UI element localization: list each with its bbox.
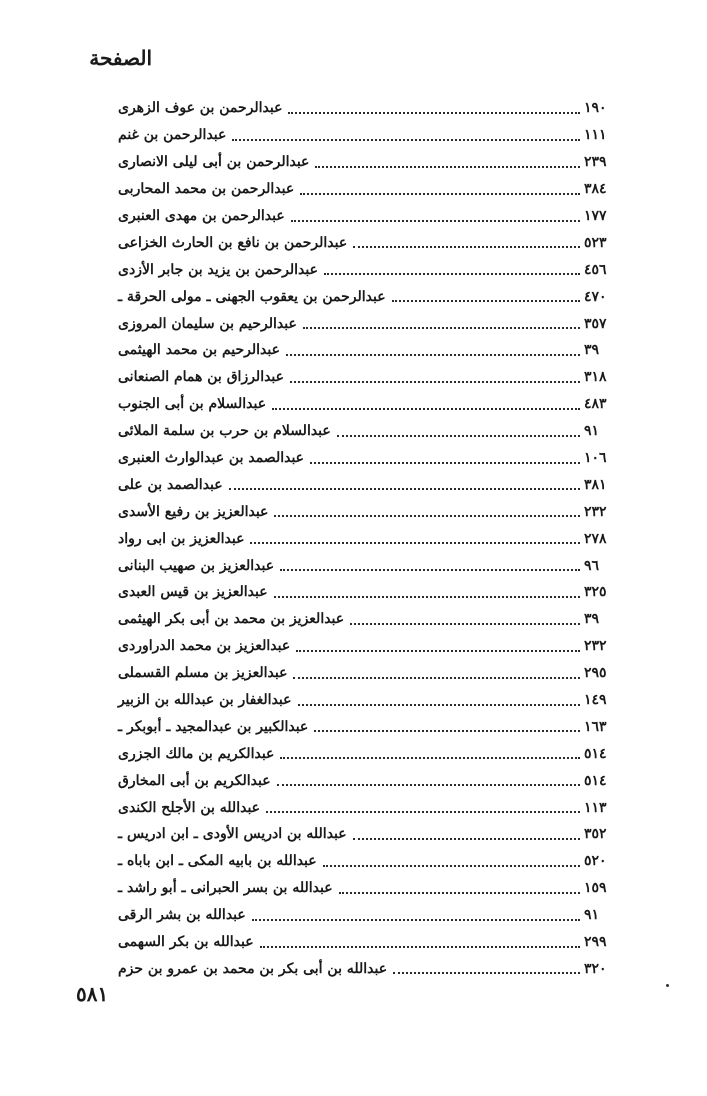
index-entry: [112, 445, 614, 472]
dot-leader: [393, 972, 580, 974]
dot-leader: [286, 354, 580, 356]
entry-page-number: ٩٦: [584, 557, 600, 574]
entry-page-number: ٣٩: [584, 342, 600, 359]
entry-name: عبدالصمد بن على: [118, 476, 223, 493]
page-title: الصفحة: [89, 46, 152, 70]
index-entry: [112, 418, 614, 445]
entry-page-number: ١٧٧: [584, 208, 607, 224]
dot-leader: [250, 542, 580, 544]
entry-name: عبدالله بن أبى بكر بن محمد بن عمرو بن حزم: [118, 960, 388, 977]
entry-name: عبدالرحيم بن محمد الهيثمى: [118, 342, 280, 359]
entry-name: عبدالله بن بكر السهمى: [118, 934, 254, 951]
index-entry: [112, 687, 614, 714]
entry-page-number: ٥١٤: [584, 745, 607, 762]
entry-name: عبدالله بن بشر الرقى: [118, 907, 246, 924]
dot-leader: [277, 784, 580, 786]
index-entry: [112, 95, 614, 122]
index-list: [112, 95, 614, 982]
index-entry: [112, 337, 614, 364]
entry-page-number: ١٠٦: [584, 450, 607, 467]
index-entry: [112, 471, 614, 498]
dot-leader: [293, 677, 580, 679]
dot-leader: [310, 462, 580, 464]
entry-name: عبدالله بن بسر الحبرانى ـ أبو راشد ـ: [118, 880, 333, 897]
entry-page-number: ٢٩٩: [584, 934, 607, 951]
dot-leader: [274, 596, 580, 598]
dot-leader: [280, 757, 580, 759]
dot-leader: [392, 300, 580, 302]
dot-leader: [252, 919, 580, 921]
entry-name: عبدالعزيز بن ابى رواد: [118, 530, 245, 547]
entry-name: عبدالكبير بن عبدالمجيد ـ أبوبكر ـ: [118, 718, 309, 735]
index-entry: [112, 821, 614, 848]
entry-page-number: ١١١: [584, 127, 607, 144]
dot-leader: [288, 112, 580, 114]
entry-name: عبدالعزيز بن صهيب البنانى: [118, 557, 275, 574]
entry-name: عبدالرحمن بن يزيد بن جابر الأزدى: [118, 261, 318, 278]
dot-leader: [266, 811, 580, 813]
index-entry: [112, 633, 614, 660]
dot-leader: [353, 246, 580, 248]
entry-page-number: ٢٣٩: [584, 154, 607, 171]
dot-leader: [274, 515, 580, 517]
index-entry: [112, 875, 614, 902]
index-entry: [112, 767, 614, 794]
dot-leader: [280, 569, 580, 571]
entry-name: عبدالغفار بن عبدالله بن الزبير: [118, 692, 292, 709]
entry-page-number: ٢٩٥: [584, 665, 607, 682]
dot-leader: [298, 704, 581, 706]
entry-page-number: ٤٥٦: [584, 261, 607, 278]
entry-page-number: ٣٥٧: [584, 315, 607, 332]
entry-name: عبدالصمد بن عبدالوارث العنبرى: [118, 450, 305, 467]
index-entry: [112, 579, 614, 606]
dot-leader: [339, 892, 580, 894]
index-entry: [112, 713, 614, 740]
entry-page-number: ٣٥٢: [584, 826, 607, 843]
index-entry: [112, 848, 614, 875]
dot-leader: [300, 193, 580, 195]
index-entry: [112, 498, 614, 525]
entry-name: عبدالعزيز بن قيس العبدى: [118, 584, 268, 601]
entry-name: عبدالله بن بابيه المكى ـ ابن باباه ـ: [118, 853, 317, 870]
entry-page-number: ٥٢٣: [584, 234, 607, 251]
entry-name: عبدالعزيز بن محمد بن أبى بكر الهيثمى: [118, 611, 345, 628]
entry-name: عبدالسلام بن أبى الجنوب: [118, 396, 267, 413]
entry-name: عبدالله بن الأجلح الكندى: [118, 799, 261, 816]
entry-name: عبدالرحمن بن غنم: [118, 127, 227, 144]
entry-page-number: ٢٧٨: [584, 530, 607, 547]
entry-page-number: ٣٨١: [584, 476, 607, 493]
entry-page-number: ٣٨٤: [584, 181, 607, 198]
entry-name: عبدالله بن ادريس الأودى ـ ابن ادريس ـ: [118, 826, 347, 843]
dot-leader: [296, 650, 580, 652]
dot-leader: [315, 166, 580, 168]
entry-page-number: ٣٢٥: [584, 584, 607, 601]
entry-page-number: ١١٣: [584, 799, 607, 816]
entry-page-number: ١٥٩: [584, 880, 607, 897]
index-entry: [112, 176, 614, 203]
dot-leader: [291, 220, 580, 222]
index-entry: [112, 122, 614, 149]
stray-mark: [666, 984, 669, 987]
entry-page-number: ١٦٣: [584, 718, 607, 735]
entry-name: عبدالكريم بن أبى المخارق: [118, 772, 271, 789]
index-entry: [112, 902, 614, 929]
entry-name: عبدالرحمن بن أبى ليلى الانصارى: [118, 154, 310, 171]
index-entry: [112, 391, 614, 418]
index-entry: [112, 929, 614, 956]
dot-leader: [229, 488, 580, 490]
dot-leader: [353, 838, 580, 840]
entry-page-number: ٢٣٢: [584, 503, 607, 520]
dot-leader: [314, 730, 580, 732]
index-entry: [112, 660, 614, 687]
dot-leader: [303, 327, 580, 329]
dot-leader: [323, 865, 580, 867]
index-entry: [112, 794, 614, 821]
entry-page-number: ٤٨٣: [584, 396, 607, 413]
entry-page-number: ٣٢٠: [584, 960, 607, 977]
entry-name: عبدالعزيز بن مسلم القسملى: [118, 665, 288, 682]
entry-name: عبدالرحمن بن محمد المحاربى: [118, 181, 295, 198]
page-number: ٥٨١: [76, 982, 109, 1006]
entry-name: عبدالرحيم بن سليمان المروزى: [118, 315, 297, 332]
entry-name: عبدالرزاق بن همام الصنعانى: [118, 369, 285, 386]
dot-leader: [337, 435, 580, 437]
entry-name: عبدالسلام بن حرب بن سلمة الملائى: [118, 423, 331, 440]
entry-page-number: ٤٧٠: [584, 288, 607, 305]
index-entry: [112, 256, 614, 283]
entry-page-number: ٥٢٠: [584, 853, 607, 870]
index-entry: [112, 229, 614, 256]
index-entry: [112, 740, 614, 767]
entry-page-number: ٢٣٢: [584, 638, 607, 655]
entry-page-number: ٩١: [584, 423, 600, 440]
index-entry: [112, 552, 614, 579]
index-entry: [112, 149, 614, 176]
index-entry: [112, 525, 614, 552]
dot-leader: [232, 139, 580, 141]
entry-name: عبدالعزيز بن رفيع الأسدى: [118, 503, 269, 520]
dot-leader: [272, 408, 580, 410]
index-entry: [112, 956, 614, 983]
entry-page-number: ٣٩: [584, 611, 600, 628]
entry-name: عبدالعزيز بن محمد الدراوردى: [118, 638, 291, 655]
entry-page-number: ٥١٤: [584, 772, 607, 789]
entry-name: عبدالرحمن بن نافع بن الحارث الخزاعى: [118, 234, 348, 251]
entry-page-number: ٣١٨: [584, 369, 607, 386]
entry-name: عبدالرحمن بن عوف الزهرى: [118, 100, 283, 117]
dot-leader: [260, 946, 580, 948]
entry-page-number: ١٩٠: [584, 100, 607, 117]
index-entry: [112, 283, 614, 310]
entry-page-number: ٩١: [584, 907, 600, 924]
entry-page-number: ١٤٩: [584, 692, 607, 709]
dot-leader: [290, 381, 580, 383]
entry-name: عبدالرحمن بن مهدى العنبرى: [118, 208, 285, 224]
dot-leader: [324, 273, 580, 275]
dot-leader: [350, 623, 580, 625]
index-entry: [112, 203, 614, 230]
entry-name: عبدالكريم بن مالك الجزرى: [118, 745, 275, 762]
index-entry: [112, 310, 614, 337]
index-entry: [112, 606, 614, 633]
index-entry: [112, 364, 614, 391]
entry-name: عبدالرحمن بن يعقوب الجهنى ـ مولى الحرقة ـ: [118, 288, 386, 305]
